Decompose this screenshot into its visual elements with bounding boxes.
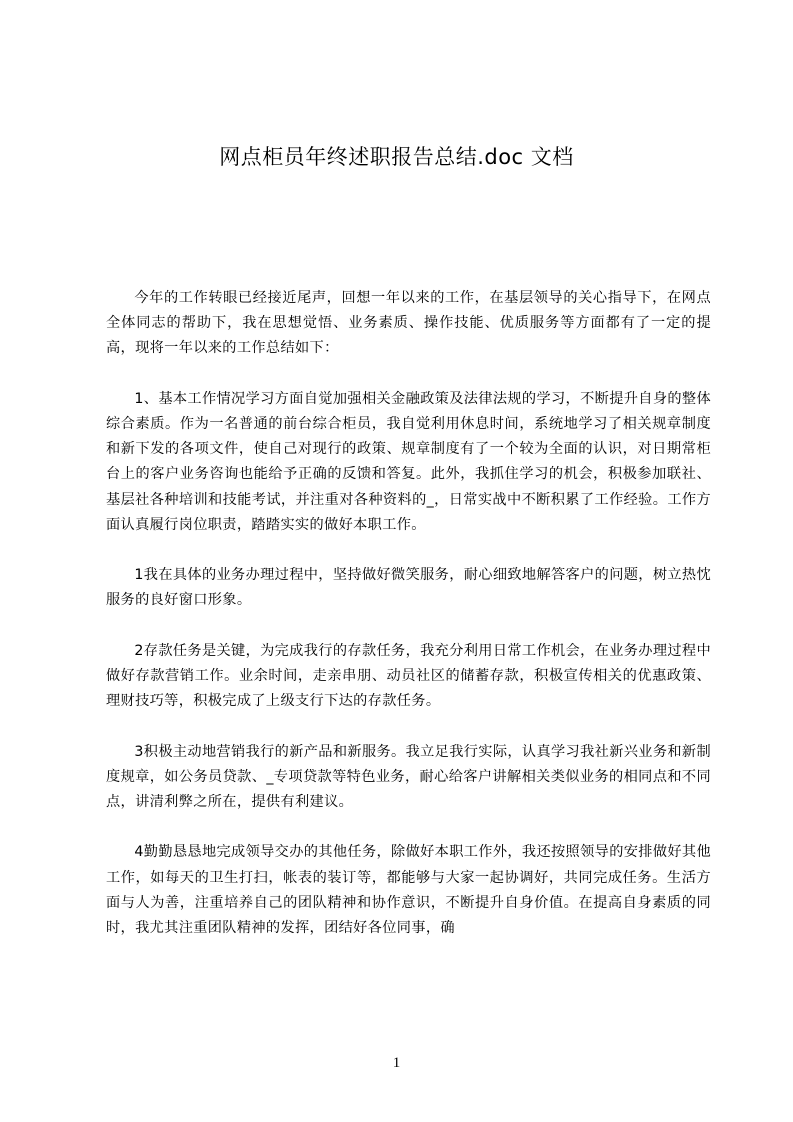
document-body bbox=[106, 286, 711, 966]
document-title: 网点柜员年终述职报告总结.doc 文档 bbox=[219, 145, 574, 169]
page-number: 1 bbox=[392, 1055, 401, 1071]
paragraph-item-3: 3积极主动地营销我行的新产品和新服务。我立足我行实际，认真学习我社新兴业务和新制度规章，如公务员贷款、_专项贷款等特色业务，耐心给客户讲解相关类似业务的相同点和不同点，讲清利弊之所在，提供有利建议。 bbox=[106, 743, 711, 810]
paragraph-item-4: 4勤勤恳恳地完成领导交办的其他任务，除做好本职工作外，我还按照领导的安排做好其他工作，如每天的卫生打扫，帐表的装订等，都能够与大家一起协调好，共同完成任务。生活方面与人为善，注重培养自己的团队精神和协作意识，不断提升自身价值。在提高自身素质的同时，我尤其注重团队精神的发挥，团结好各位同事，确 bbox=[106, 844, 711, 936]
paragraph-intro: 今年的工作转眼已经接近尾声，回想一年以来的工作，在基层领导的关心指导下，在网点全体同志的帮助下，我在思想觉悟、业务素质、操作技能、优质服务等方面都有了一定的提高，现将一年以来的工作总结如下： bbox=[106, 290, 711, 357]
paragraph-item-1: 1我在具体的业务办理过程中，坚持做好微笑服务，耐心细致地解答客户的问题，树立热忱服务的良好窗口形象。 bbox=[106, 567, 711, 609]
paragraph-basic-work: 1、基本工作情况学习方面自觉加强相关金融政策及法律法规的学习，不断提升自身的整体综合素质。作为一名普通的前台综合柜员，我自觉利用休息时间，系统地学习了相关规章制度和新下发的各项文件，使自己对现行的政策、规章制度有了一个较为全面的认识，对日期常柜台上的客户业务咨询也能给予正确的反馈和答复。此外，我抓住学习的机会，积极参加联社、基层社各种培训和技能考试，并注重对各种资料的_，日常实战中不断积累了工作经验。工作方面认真履行岗位职责，踏踏实实的做好本职工作。 bbox=[106, 390, 711, 533]
paragraph-item-2: 2存款任务是关键，为完成我行的存款任务，我充分利用日常工作机会，在业务办理过程中做好存款营销工作。业余时间，走亲串朋、动员社区的储蓄存款，积极宣传相关的优惠政策、理财技巧等，积极完成了上级支行下达的存款任务。 bbox=[106, 642, 711, 710]
